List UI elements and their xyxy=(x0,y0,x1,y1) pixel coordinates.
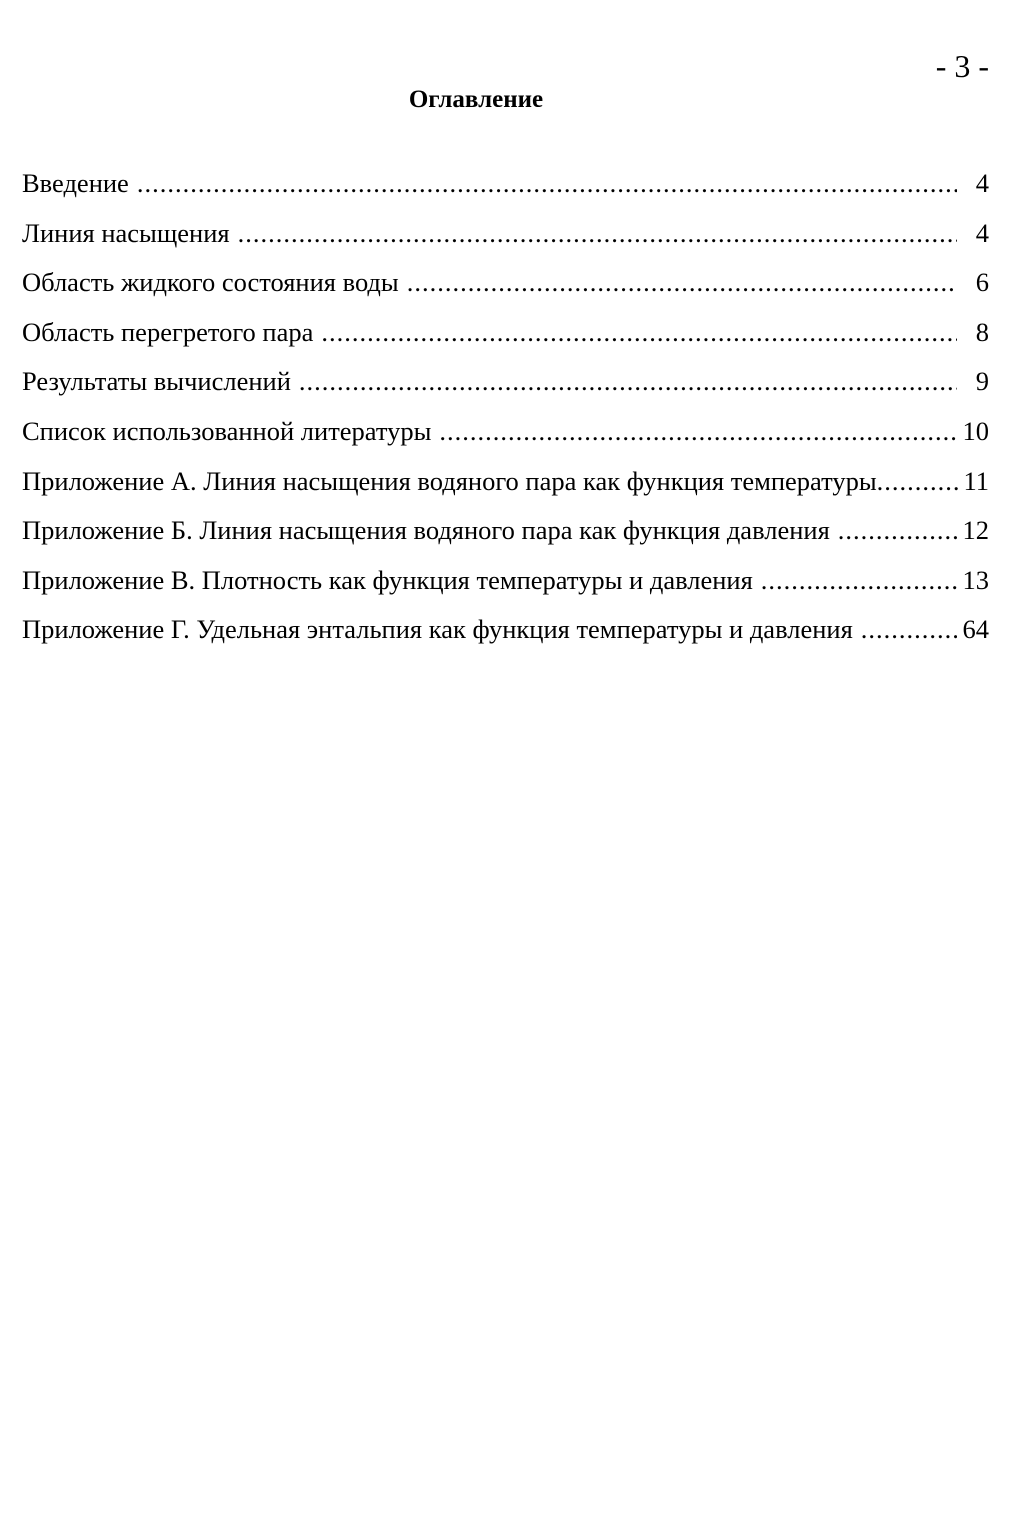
toc-entry-calculation-results[interactable] xyxy=(22,362,989,412)
toc-dot-leader xyxy=(299,362,957,400)
toc-entry-page: 11 xyxy=(963,465,989,496)
toc-entry-label: Результаты вычислений xyxy=(22,366,291,397)
toc-entry-page: 12 xyxy=(962,515,989,546)
toc-entry-page: 10 xyxy=(962,415,989,446)
toc-entry-page: 13 xyxy=(962,564,989,595)
toc-dot-leader xyxy=(877,462,961,500)
toc-entry-label: Введение xyxy=(22,168,129,198)
toc-dot-leader xyxy=(861,610,957,648)
toc-entry-appendix-v[interactable] xyxy=(22,561,989,611)
toc-entry-superheated-steam-region[interactable] xyxy=(22,313,989,363)
toc-entry-label: Область жидкого состояния воды xyxy=(22,267,399,298)
toc-dot-leader xyxy=(321,313,957,351)
toc-dot-leader xyxy=(838,511,957,549)
toc-dot-leader xyxy=(238,214,957,252)
toc-entry-label: Область перегретого пара xyxy=(22,316,314,347)
toc-entry-label: Линия насыщения xyxy=(22,217,230,248)
toc-dot-leader xyxy=(439,412,957,450)
toc-title: Оглавление xyxy=(408,86,544,113)
toc-entry-label: Приложение Г. Удельная энтальпия как функция температуры и давления xyxy=(22,614,853,645)
toc-entry-appendix-g[interactable] xyxy=(22,610,989,660)
table-of-contents xyxy=(22,164,989,660)
toc-entry-page: 8 xyxy=(975,316,989,347)
toc-entry-page: 4 xyxy=(975,217,989,248)
toc-entry-introduction[interactable] xyxy=(22,164,989,214)
toc-entry-appendix-a[interactable] xyxy=(22,462,989,512)
toc-entry-page: 64 xyxy=(962,614,989,645)
toc-dot-leader xyxy=(761,561,957,599)
toc-entry-label: Приложение В. Плотность как функция температуры и давления xyxy=(22,564,753,595)
toc-entry-page: 9 xyxy=(975,366,989,397)
toc-entry-references[interactable] xyxy=(22,412,989,462)
toc-entry-page: 4 xyxy=(975,168,989,198)
toc-entry-label: Приложение А. Линия насыщения водяного пара как функция температуры xyxy=(22,465,877,496)
page-number: - 3 - xyxy=(935,48,989,84)
toc-entry-appendix-b[interactable] xyxy=(22,511,989,561)
toc-dot-leader xyxy=(137,164,957,202)
toc-entry-liquid-water-region[interactable] xyxy=(22,263,989,313)
toc-dot-leader xyxy=(407,263,957,301)
toc-entry-label: Список использованной литературы xyxy=(22,415,432,446)
toc-entry-page: 6 xyxy=(975,267,989,298)
toc-entry-saturation-line[interactable] xyxy=(22,214,989,264)
toc-entry-label: Приложение Б. Линия насыщения водяного пара как функция давления xyxy=(22,515,830,546)
